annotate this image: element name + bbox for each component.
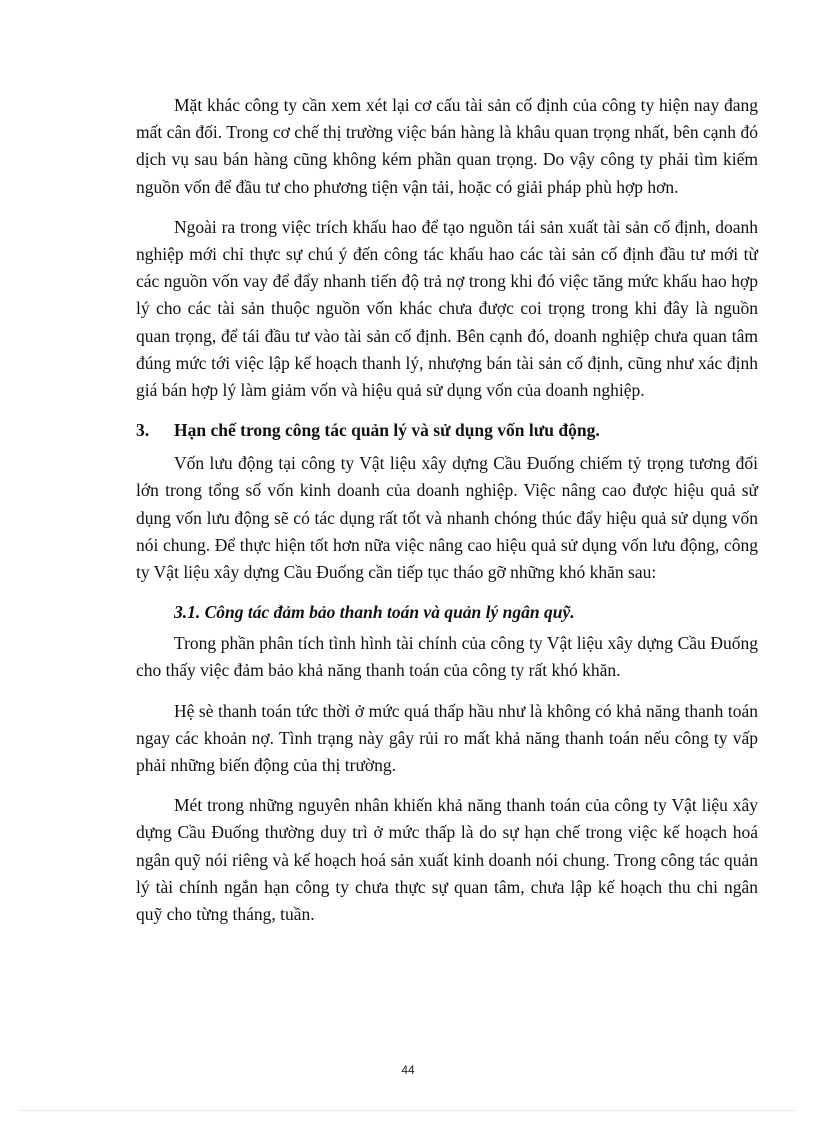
section-heading <box>136 417 758 444</box>
paragraph-depreciation: Ngoài ra trong việc trích khấu hao để tạo nguồn tái sản xuất tài sản cố định, doanh nghiệp mới chỉ thực sự chú ý đến công tác khấu hao các tài sản cố định đầu tư mới từ các nguồn vốn vay để đẩy nhanh tiến độ trả nợ trong khi đó việc tăng mức khấu hao hợp lý cho các tài sản thuộc nguồn vốn khác chưa được coi trọng trong khi đây là nguồn quan trọng, để tái đầu tư vào tài sản cố định. Bên cạnh đó, doanh nghiệp chưa quan tâm đúng mức tới việc lập kế hoạch thanh lý, nhượng bán tài sản cố định, cũng như xác định giá bán hợp lý làm giảm vốn và hiệu quả sử dụng vốn của doanh nghiệp. <box>136 216 758 401</box>
section-number: 3. <box>136 420 150 441</box>
paragraph-instant-ratio: Hệ sè thanh toán tức thời ở mức quá thấp hầu như là không có khả năng thanh toán ngay các khoản nợ. Tình trạng này gây rủi ro mất khả năng thanh toán nếu công ty vấp phải những biến động của thị trường. <box>136 700 758 776</box>
paragraph-cash-planning: Mét trong những nguyên nhân khiến khả năng thanh toán của công ty Vật liệu xây dựng Cầu Đuống thường duy trì ở mức thấp là do sự hạn chế trong việc kế hoạch hoá ngân quỹ nói riêng và kế hoạch hoá sản xuất kinh doanh nói chung. Trong công tác quản lý tài chính ngắn hạn công ty chưa thực sự quan tâm, chưa lập kế hoạch thu chi ngân quỹ cho từng tháng, tuần. <box>136 795 758 925</box>
footer-divider <box>20 1110 796 1111</box>
section-title: Hạn chế trong công tác quản lý và sử dụng vốn lưu động. <box>174 420 600 441</box>
paragraph-fixed-assets-structure: Mặt khác công ty cần xem xét lại cơ cấu tài sản cố định của công ty hiện nay đang mất cân đối. Trong cơ chế thị trường việc bán hàng là khâu quan trọng nhất, bên cạnh đó dịch vụ sau bán hàng cũng không kém phần quan trọng. Do vậy công ty phải tìm kiếm nguồn vốn để đầu tư cho phương tiện vận tải, hoặc có giải pháp phù hợp hơn. <box>136 95 758 197</box>
page-number: 44 <box>401 1063 415 1077</box>
paragraph-working-capital: Vốn lưu động tại công ty Vật liệu xây dựng Cầu Đuống chiếm tỷ trọng tương đối lớn trong tổng số vốn kinh doanh của doanh nghiệp. Việc nâng cao được hiệu quả sử dụng vốn lưu động sẽ có tác dụng rất tốt và nhanh chóng thúc đẩy hiệu quả sử dụng vốn nói chung. Để thực hiện tốt hơn nữa việc nâng cao hiệu quả sử dụng vốn lưu động, công ty Vật liệu xây dựng Cầu Đuống cần tiếp tục tháo gỡ những khó khăn sau: <box>136 453 758 583</box>
page-body <box>136 92 758 941</box>
subsection-heading: 3.1. Công tác đảm bảo thanh toán và quản lý ngân quỹ. <box>174 602 575 623</box>
paragraph-financial-analysis: Trong phần phân tích tình hình tài chính của công ty Vật liệu xây dựng Cầu Đuống cho thấy việc đảm bảo khả năng thanh toán của công ty rất khó khăn. <box>136 633 758 681</box>
